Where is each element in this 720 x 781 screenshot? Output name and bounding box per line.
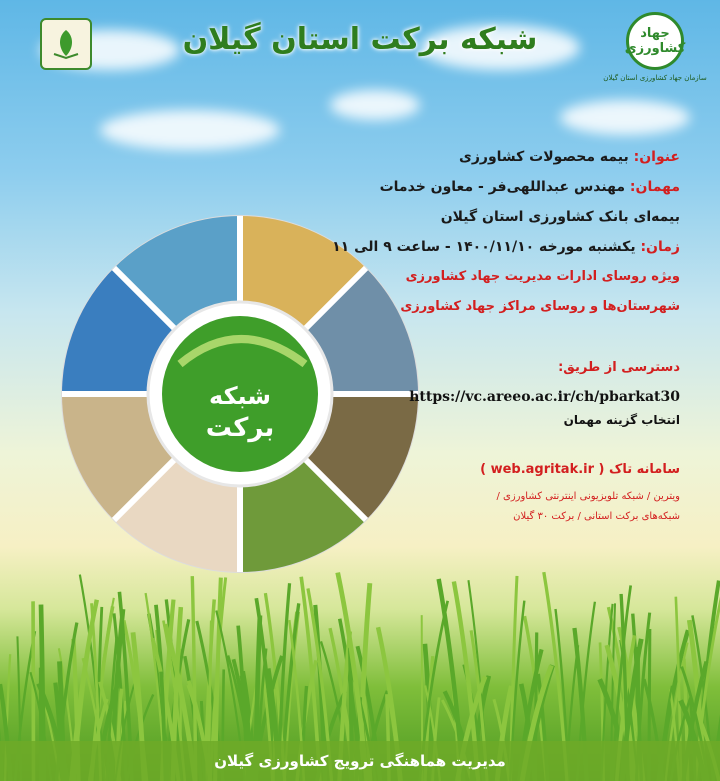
guest-value: مهندس عبداللهی‌فر - معاون خدمات [379,179,626,195]
event-info [260,142,680,322]
tak-line-1: ویترین / شبکه تلویزیونی اینترنتی کشاورزی / [496,491,680,502]
jihad-logo [600,12,710,102]
book-leaf-logo [40,18,92,70]
subject-label: عنوان: [633,149,680,165]
tak-block [380,462,680,527]
time-row [260,232,680,262]
footer-bar: مدیریت هماهنگی ترویج کشاورزی گیلان [0,741,720,781]
access-block [350,360,680,427]
subject-value: بیمه محصولات کشاورزی [459,149,629,165]
jihad-seal: جهاد کشاورزی [626,12,684,70]
audience-line-1: ویژه روسای ادارات مدیریت جهاد کشاورزی [405,269,680,284]
access-heading: دسترسی از طریق: [558,360,680,375]
jihad-caption: سازمان جهاد کشاورزی استان گیلان [603,74,707,82]
audience-line-2: شهرستان‌ها و روسای مراکز جهاد کشاورزی [400,299,680,314]
cloud [560,100,690,135]
guest-row [260,172,680,202]
badge-line-2: برکت [205,413,275,443]
page-title: شبکه برکت استان گیلان [182,22,538,57]
cloud [330,90,420,120]
access-url-link[interactable]: https://vc.areeo.ac.ir/ch/pbarkat30 [409,389,680,405]
book-leaf-icon [48,26,84,62]
badge-line-1: شبکه [209,382,271,410]
access-instruction: انتخاب گزینه مهمان [563,413,680,427]
guest-cont-row: بیمه‌ای بانک کشاورزی استان گیلان [440,209,680,225]
tak-heading: سامانه تاک ( web.agritak.ir ) [480,462,680,477]
tak-line-2: شبکه‌های برکت استانی / برکت ۳۰ گیلان [513,511,680,522]
subject-row [260,142,680,172]
time-label: زمان: [640,239,680,255]
time-value: یکشنبه مورخه ۱۴۰۰/۱۱/۱۰ - ساعت ۹ الی ۱۱ [332,239,636,255]
cloud [100,110,280,150]
guest-label: مهمان: [629,179,680,195]
